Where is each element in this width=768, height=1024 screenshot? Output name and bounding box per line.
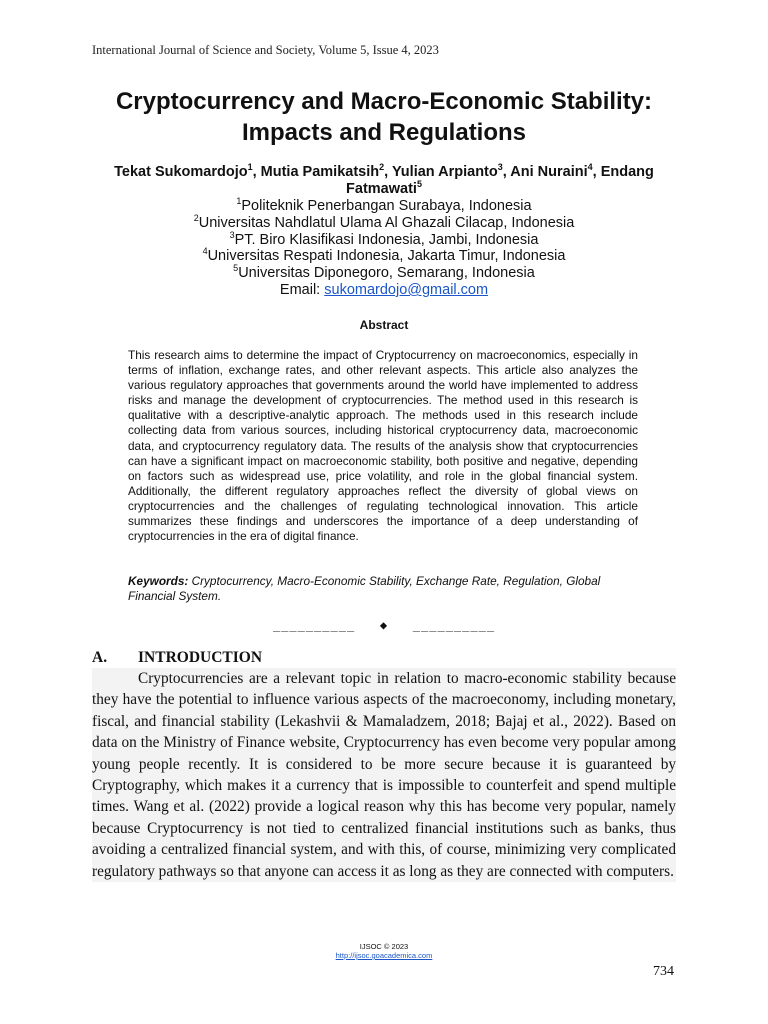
email-line xyxy=(90,282,678,299)
title-line-2: Impacts and Regulations xyxy=(241,119,527,146)
author-name: Ani Nuraini xyxy=(510,164,588,180)
divider-line-left: __________ xyxy=(272,618,356,632)
section-title: INTRODUCTION xyxy=(138,649,263,666)
author-name: Yulian Arpianto xyxy=(391,164,498,180)
author xyxy=(392,164,510,180)
introduction-paragraph: Cryptocurrencies are a relevant topic in relation to macro-economic stability because they have the potential to influence various aspects of the macroeconomy, including monetary, fiscal, and financial stability (Lekashvii & Mamaladzem, 2018; Bajaj et al., 2022). Based on data on the Ministry of Finance website, Cryptocurrency has even become very popular among young people recently. It is considered to be more secure because it is guaranteed by Cryptography, which makes it a currency that is impossible to counterfeit and spend multiple times. Wang et al. (2022) provide a logical reason why this has become very popular, namely because Cryptocurrency is not tied to centralized financial institutions such as banks, thus avoiding a centralized financial system, and with this, of course, minimizing very complicated regulatory pathways so that anyone can access it as long as they are connected with computers. xyxy=(92,668,676,882)
affiliation-marker: 1 xyxy=(236,196,242,207)
author-separator: , xyxy=(384,164,392,180)
affiliation-marker: 5 xyxy=(233,263,239,274)
author-affiliation-marker: 3 xyxy=(497,162,503,173)
section-divider xyxy=(0,618,768,632)
affiliation-item xyxy=(90,229,678,249)
author-separator: , xyxy=(252,164,261,180)
divider-line-right: __________ xyxy=(412,618,496,632)
author xyxy=(114,164,261,180)
email-label: Email: xyxy=(279,281,325,298)
author xyxy=(510,164,600,180)
author-name: Endang Fatmawati xyxy=(346,164,654,197)
footer-copyright: IJSOC © 2023 xyxy=(359,942,409,951)
author-name: Tekat Sukomardojo xyxy=(114,164,248,180)
author-list xyxy=(90,164,678,198)
affiliation-text: Universitas Diponegoro, Semarang, Indonesia xyxy=(238,265,535,282)
keywords-text: Cryptocurrency, Macro-Economic Stability, Exchange Rate, Regulation, Global Financial System. xyxy=(128,574,601,604)
affiliation-item xyxy=(90,265,678,282)
section-number: A. xyxy=(92,649,108,666)
author-name: Mutia Pamikatsih xyxy=(260,164,380,180)
author-affiliation-marker: 4 xyxy=(587,162,593,173)
author-separator: , xyxy=(592,164,601,180)
section-heading xyxy=(92,649,262,667)
paper-title xyxy=(60,86,708,148)
affiliation-text: Politeknik Penerbangan Surabaya, Indonesia xyxy=(241,198,532,214)
footer-url-link[interactable]: http://ijsoc.goacademica.com xyxy=(335,951,433,960)
author xyxy=(261,164,392,180)
abstract-body: This research aims to determine the impact of Cryptocurrency on macroeconomics, especially in terms of inflation, exchange rates, and other relevant aspects. This article also analyzes the various regulatory approaches that governments around the world have implemented to address risks and manage the development of cryptocurrencies. The method used in this research is qualitative with a descriptive-analytic approach. The methods used in this research include collecting data from various sources, including historical cryptocurrency data, macroeconomic data, and cryptocurrency regulatory data. The results of the analysis show that cryptocurrencies can have a significant impact on macroeconomic stability, both positive and negative, depending on factors such as widespread use, price volatility, and role in the global financial system. Additionally, the different regulatory approaches reflect the diversity of global views on cryptocurrencies and the challenges of regulating technological innovation. This article summarizes these findings and underscores the importance of a deep understanding of cryptocurrencies in the era of digital finance. xyxy=(128,348,638,544)
affiliation-text: Universitas Nahdlatul Ulama Al Ghazali Cilacap, Indonesia xyxy=(198,214,575,231)
email-link[interactable]: sukomardojo@gmail.com xyxy=(324,281,489,298)
page-number: 734 xyxy=(653,964,674,979)
affiliation-item xyxy=(90,248,678,265)
affiliation-item xyxy=(90,212,678,232)
affiliation-text: PT. Biro Klasifikasi Indonesia, Jambi, Indonesia xyxy=(234,231,539,248)
author-affiliation-marker: 1 xyxy=(247,162,253,173)
diamond-icon: ◆ xyxy=(379,618,389,632)
affiliation-text: Universitas Respati Indonesia, Jakarta Timur, Indonesia xyxy=(207,248,566,265)
affiliation-list xyxy=(90,198,678,299)
affiliation-marker: 3 xyxy=(229,229,235,240)
affiliation-marker: 2 xyxy=(193,212,199,223)
author-affiliation-marker: 5 xyxy=(416,179,422,190)
keywords xyxy=(128,574,638,604)
affiliation-item xyxy=(90,198,678,215)
affiliation-marker: 4 xyxy=(202,246,208,257)
author-separator: , xyxy=(502,164,511,180)
abstract-heading: Abstract xyxy=(359,318,409,332)
journal-running-header: International Journal of Science and Society, Volume 5, Issue 4, 2023 xyxy=(92,43,439,57)
author-affiliation-marker: 2 xyxy=(379,162,385,173)
keywords-label: Keywords: xyxy=(128,574,189,588)
title-line-1: Cryptocurrency and Macro-Economic Stability: xyxy=(115,88,653,115)
